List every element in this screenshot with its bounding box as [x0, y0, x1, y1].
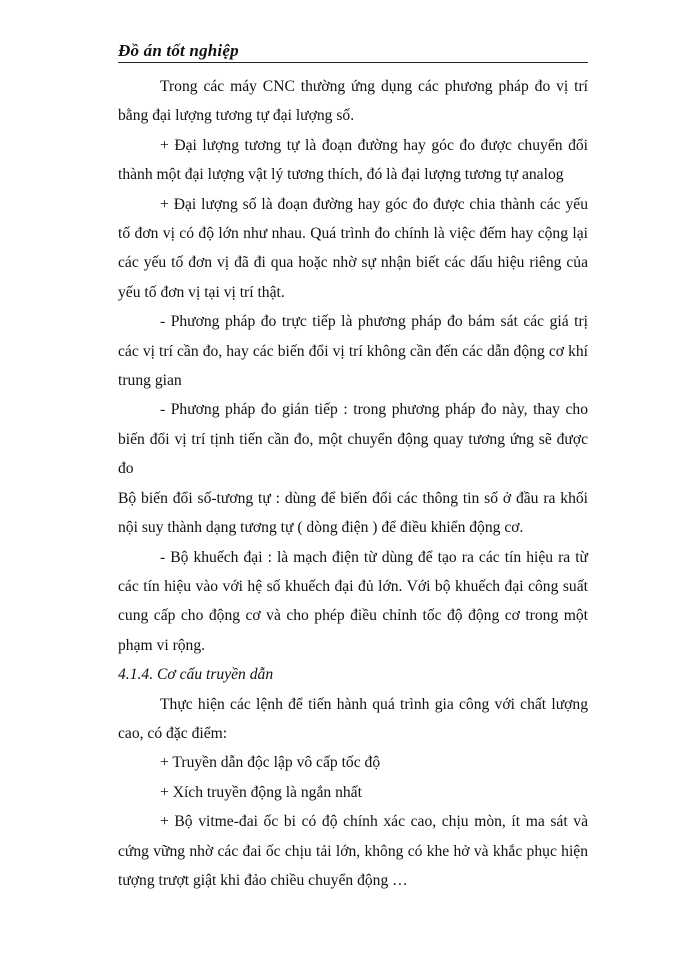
- paragraph-transmission: Thực hiện các lệnh để tiến hành quá trình gia công với chất lượng cao, có đặc điểm:: [118, 695, 588, 742]
- list-item-independent-drive: + Truyền dẫn độc lập vô cấp tốc độ: [160, 754, 381, 772]
- list-item-ball-screw: + Bộ vitme-đai ốc bi có độ chính xác cao, chịu mòn, ít ma sát và cứng vững nhờ các đai ốc chịu tải lớn, không có khe hở và khắc phục hiện tượng trượt giật khi đảo chiều chuyển động …: [118, 813, 588, 889]
- section-heading: 4.1.4. Cơ cấu truyền dẫn: [118, 666, 274, 684]
- paragraph-intro: Trong các máy CNC thường ứng dụng các phương pháp đo vị trí bằng đại lượng tương tự đại lượng số.: [118, 78, 588, 125]
- paragraph-dac: Bộ biến đổi số-tương tự : dùng để biến đổi các thông tin số ở đầu ra khối nội suy thành dạng tương tự ( dòng điện ) để điều khiển động cơ.: [118, 489, 588, 537]
- header-title: Đồ án tốt nghiệp: [118, 41, 239, 60]
- paragraph-direct-measure: - Phương pháp đo trực tiếp là phương pháp đo bám sát các giá trị các vị trí cần đo, hay các biến đổi vị trí không cần đến các dẫn động cơ khí trung gian: [118, 313, 588, 390]
- paragraph-digital: + Đại lượng số là đoạn đường hay góc đo được chia thành các yếu tố đơn vị có độ lớn như nhau. Quá trình đo chính là việc đếm hay cộng lại các yếu tố đơn vị đã đi qua hoặc nhờ sự nhận biết các dấu hiệu riêng của yếu tố đơn vị tại vị trí thật.: [118, 195, 588, 301]
- document-body: [118, 72, 588, 895]
- paragraph-analog: + Đại lượng tương tự là đoạn đường hay góc đo được chuyển đổi thành một đại lượng vật lý tương thích, đó là đại lượng tương tự analog: [118, 136, 588, 184]
- paragraph-amplifier: - Bộ khuếch đại : là mạch điện từ dùng để tạo ra các tín hiệu ra từ các tín hiệu vào với hệ số khuếch đại đủ lớn. Với bộ khuếch đại công suất cung cấp cho động cơ và cho phép điều chỉnh tốc độ động cơ trong một phạm vi rộng.: [118, 548, 588, 654]
- page-header: [118, 40, 588, 63]
- list-item-shortest-chain: + Xích truyền động là ngắn nhất: [160, 783, 362, 801]
- paragraph-indirect-measure: - Phương pháp đo gián tiếp : trong phương pháp đo này, thay cho biến đổi vị trí tịnh tiến cần đo, một chuyển động quay tương ứng sẽ được đo: [118, 401, 588, 478]
